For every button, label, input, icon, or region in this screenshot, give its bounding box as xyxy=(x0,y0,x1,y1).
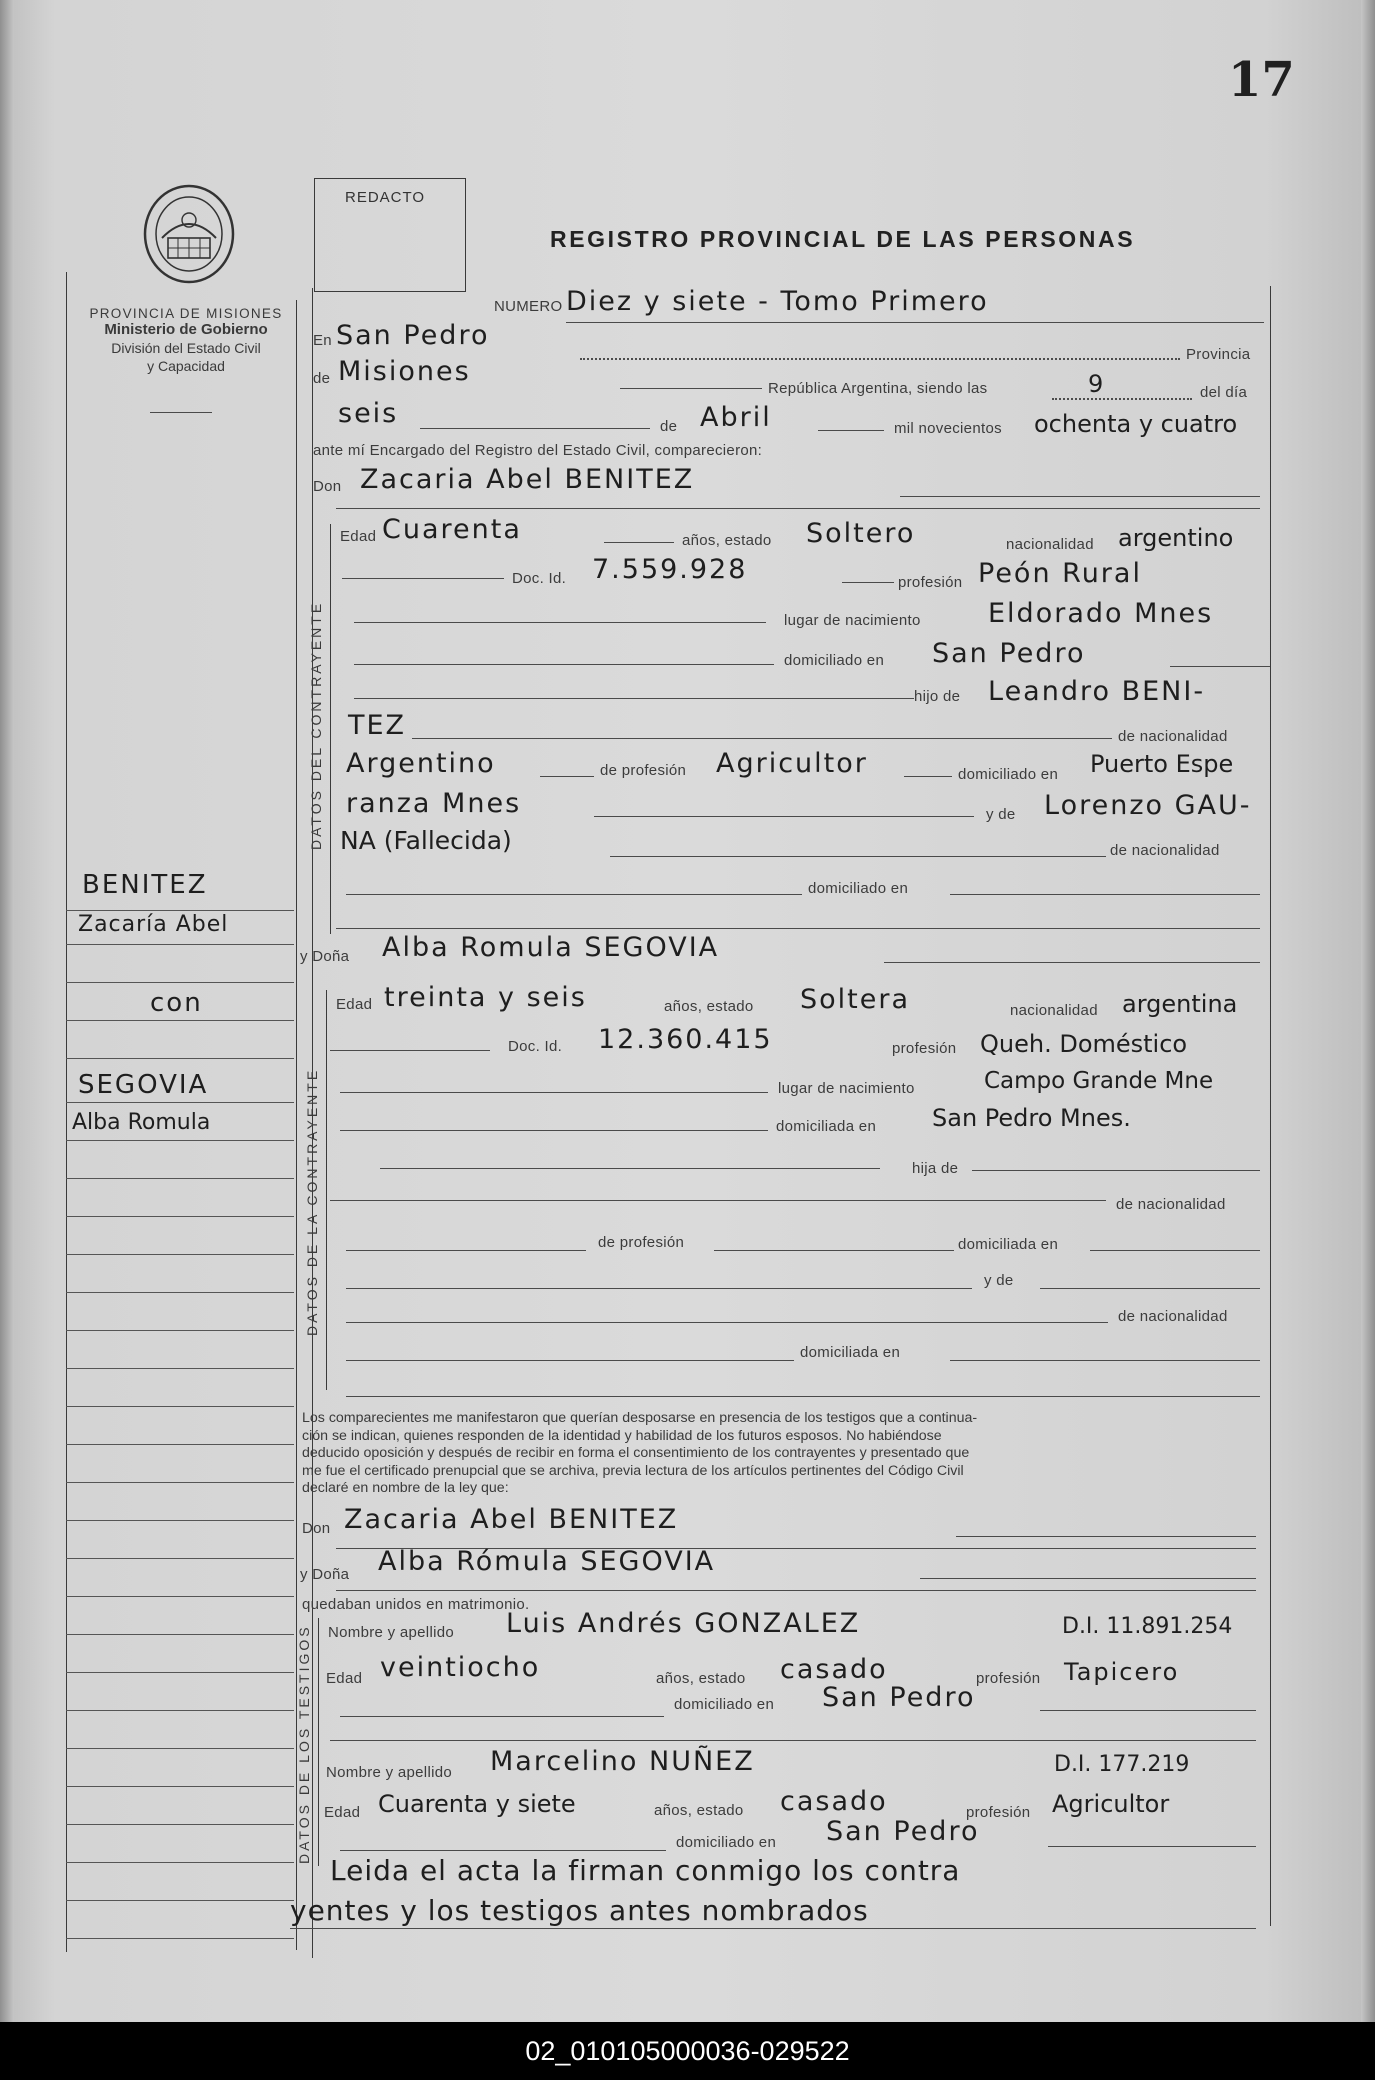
c2-yde-rule xyxy=(1040,1288,1260,1289)
t1-edad: veintiocho xyxy=(380,1652,541,1683)
c2-dom3-label: domiciliada en xyxy=(800,1344,901,1361)
margin-surname-bride: SEGOVIA xyxy=(78,1070,209,1100)
c1-padre-nac-rule xyxy=(540,776,594,777)
c2-y-de-label: y de xyxy=(984,1272,1014,1289)
c1-dom3-rule xyxy=(950,894,1260,895)
margin-surname-groom: BENITEZ xyxy=(82,870,208,900)
c1-padre-dom-b: ranza Mnes xyxy=(346,788,522,819)
c2-dom-value: San Pedro Mnes. xyxy=(932,1104,1131,1132)
t1-anios-label: años, estado xyxy=(656,1670,746,1687)
left-page-edge xyxy=(0,0,14,2022)
c2-de-nac-label: de nacionalidad xyxy=(1116,1196,1226,1213)
c1-nac-label: nacionalidad xyxy=(1006,536,1094,553)
c1-padre-dom-a: Puerto Espe xyxy=(1090,750,1234,778)
de-value: Misiones xyxy=(338,356,471,387)
c2-dom3-pre-rule xyxy=(346,1360,794,1361)
t1-end-rule xyxy=(330,1740,1256,1741)
decl-dona-name: Alba Rómula SEGOVIA xyxy=(378,1546,716,1577)
margin-con: con xyxy=(150,988,203,1018)
c1-nac-value: argentino xyxy=(1118,524,1234,552)
t2-domicilio: San Pedro xyxy=(826,1816,980,1847)
t2-dom-rule xyxy=(1048,1846,1256,1847)
mes-value: Abril xyxy=(700,402,772,433)
c1-hijo-pre-rule xyxy=(354,698,914,699)
t2-nombre-label: Nombre y apellido xyxy=(326,1764,452,1781)
right-page-edge xyxy=(1361,0,1375,2022)
dia-rule xyxy=(420,428,650,429)
office-line-ministry: Ministerio de Gobierno xyxy=(104,321,268,338)
c2-yde-pre-rule xyxy=(346,1288,972,1289)
margin-name-groom: Zacaría Abel xyxy=(78,912,229,937)
c1-lugar-label: lugar de nacimiento xyxy=(784,612,921,629)
margin-name-bride: Alba Romula xyxy=(72,1110,211,1135)
t1-dom-pre-rule xyxy=(340,1716,664,1717)
republica-label: República Argentina, siendo las xyxy=(768,380,988,397)
c2-lugar-label: lugar de nacimiento xyxy=(778,1080,915,1097)
t1-profesion: Tapicero xyxy=(1064,1658,1180,1686)
office-line-capacity: y Capacidad xyxy=(147,358,225,374)
c2-nac-label: nacionalidad xyxy=(1010,1002,1098,1019)
c1-madre-rule xyxy=(610,856,1106,857)
c2-lugar-pre-rule xyxy=(340,1092,768,1093)
decl-don-name: Zacaria Abel BENITEZ xyxy=(344,1504,679,1535)
c1-edad-label: Edad xyxy=(340,528,377,545)
c2-hija-pre-rule xyxy=(380,1168,880,1169)
c2-dom3-rule xyxy=(950,1360,1260,1361)
t2-edad-label: Edad xyxy=(324,1804,361,1821)
c1-padre-prof-rule xyxy=(904,776,952,777)
t-bracket xyxy=(318,1618,319,1866)
t1-nombre: Luis Andrés GONZALEZ xyxy=(506,1608,861,1639)
office-line-province: PROVINCIA DE MISIONES xyxy=(89,306,283,321)
c2-estado-value: Soltera xyxy=(800,984,911,1015)
t2-dom-label: domiciliado en xyxy=(676,1834,777,1851)
c1-prof-label: profesión xyxy=(898,574,963,591)
c1-padre-prof: Agricultor xyxy=(716,748,868,779)
c2-anios-label: años, estado xyxy=(664,998,754,1015)
t1-nombre-label: Nombre y apellido xyxy=(328,1624,454,1641)
quedaban-text: quedaban unidos en matrimonio. xyxy=(302,1596,530,1613)
c1-dom-rule xyxy=(1170,666,1270,667)
c1-madre-b: NA (Fallecida) xyxy=(340,826,512,855)
c1-madre-a: Lorenzo GAU- xyxy=(1044,790,1252,821)
c2-edad-value: treinta y seis xyxy=(384,982,587,1013)
c2-prof-value: Queh. Doméstico xyxy=(980,1030,1188,1058)
side-label-contrayente-2: DATOS DE LA CONTRAYENTE xyxy=(304,1067,320,1336)
c1-padre-rule xyxy=(412,738,1112,739)
c2-lugar-value: Campo Grande Mne xyxy=(984,1068,1214,1094)
closing-line-2: yentes y los testigos antes nombrados xyxy=(290,1894,869,1927)
t1-dom-rule xyxy=(1040,1710,1256,1711)
page-number: 17 xyxy=(1228,52,1295,108)
de2-label: de xyxy=(660,418,678,435)
decl-dona-rule xyxy=(920,1578,1256,1579)
numero-label: NUMERO xyxy=(494,298,563,315)
t1-domicilio: San Pedro xyxy=(822,1682,976,1713)
don-label: Don xyxy=(313,478,342,495)
declaration-line-1: Los comparecientes me manifestaron que querían desposarse en presencia de los testigos que a continua- xyxy=(302,1410,978,1426)
t1-edad-label: Edad xyxy=(326,1670,363,1687)
c2-dom-pre-rule xyxy=(340,1130,768,1131)
c1-doc-rule xyxy=(842,582,894,583)
t2-anios-label: años, estado xyxy=(654,1802,744,1819)
side-label-testigos: DATOS DE LOS TESTIGOS xyxy=(296,1624,312,1864)
c2-dom-label: domiciliada en xyxy=(776,1118,877,1135)
en-value: San Pedro xyxy=(336,320,490,351)
c1-edad-rule xyxy=(604,542,674,543)
hora-rule xyxy=(1052,398,1192,400)
side-label-contrayente: DATOS DEL CONTRAYENTE xyxy=(308,600,324,850)
t2-edad: Cuarenta y siete xyxy=(378,1790,576,1818)
c2-end-rule xyxy=(346,1396,1260,1397)
c1-doc-value: 7.559.928 xyxy=(592,554,748,585)
c1-de-nac-label: de nacionalidad xyxy=(1118,728,1228,745)
c1-de-prof-label: de profesión xyxy=(600,762,687,779)
c2-prof-label: profesión xyxy=(892,1040,957,1057)
c1-dom2-label: domiciliado en xyxy=(958,766,1059,783)
anio-value: ochenta y cuatro xyxy=(1034,410,1238,438)
office-line-division: División del Estado Civil xyxy=(111,340,261,356)
decl-don-label: Don xyxy=(302,1520,331,1537)
t2-profesion: Agricultor xyxy=(1052,1790,1170,1818)
t2-dom-pre-rule xyxy=(340,1850,666,1851)
t1-di: D.I. 11.891.254 xyxy=(1062,1614,1233,1639)
t2-prof-label: profesión xyxy=(966,1804,1031,1821)
office-underline xyxy=(150,412,212,413)
image-id-footer: 02_010105000036-029522 xyxy=(0,2022,1375,2080)
c2-bracket xyxy=(326,990,327,1390)
c1-padre-a: Leandro BENI- xyxy=(988,676,1206,707)
t1-prof-label: profesión xyxy=(976,1670,1041,1687)
redacto-label: REDACTO xyxy=(345,189,426,206)
c1-padre-dom-rule xyxy=(594,816,974,817)
c1-estado-value: Soltero xyxy=(806,518,916,549)
c1-dom-value: San Pedro xyxy=(932,638,1086,669)
en-rule xyxy=(580,358,1180,360)
c1-y-de-label: y de xyxy=(986,806,1016,823)
margin-left-rule xyxy=(66,272,67,1952)
groom-name: Zacaria Abel BENITEZ xyxy=(360,464,695,495)
c2-doc-value: 12.360.415 xyxy=(598,1024,773,1055)
t2-di: D.I. 177.219 xyxy=(1054,1752,1190,1777)
numero-value: Diez y siete - Tomo Primero xyxy=(566,286,989,317)
de-label: de xyxy=(313,370,331,387)
c1-bracket xyxy=(330,524,331,934)
t2-nombre: Marcelino NUÑEZ xyxy=(490,1746,755,1777)
c2-nac2-rule xyxy=(346,1322,1108,1323)
decl-dona-label: y Doña xyxy=(300,1566,350,1583)
c1-de-nac2-label: de nacionalidad xyxy=(1110,842,1220,859)
c2-de-nac2-label: de nacionalidad xyxy=(1118,1308,1228,1325)
groom-rule-2 xyxy=(336,508,1260,509)
redacto-box xyxy=(314,178,466,292)
c1-prof-value: Peón Rural xyxy=(978,558,1142,589)
numero-rule xyxy=(566,322,1264,323)
c2-de-prof-label: de profesión xyxy=(598,1234,685,1251)
provincia-label: Provincia xyxy=(1186,346,1251,363)
c2-nac-rule xyxy=(330,1200,1106,1201)
registry-title: REGISTRO PROVINCIAL DE LAS PERSONAS xyxy=(550,226,1136,252)
c1-dom3-pre-rule xyxy=(346,894,802,895)
closing-line-1: Leida el acta la firman conmigo los contra xyxy=(330,1854,961,1887)
c2-dom2-rule xyxy=(1090,1250,1260,1251)
decl-dona-rule-2 xyxy=(336,1590,1256,1591)
c1-dom-label: domiciliado en xyxy=(784,652,885,669)
c1-end-rule xyxy=(336,928,1260,929)
c1-doc-pre-rule xyxy=(342,578,504,579)
c2-hija-rule xyxy=(972,1170,1260,1171)
c1-hijo-label: hijo de xyxy=(914,688,961,705)
dia-value: seis xyxy=(338,398,399,429)
office-block xyxy=(70,306,302,374)
c2-doc-label: Doc. Id. xyxy=(508,1038,563,1055)
t1-dom-label: domiciliado en xyxy=(674,1696,775,1713)
c2-edad-label: Edad xyxy=(336,996,373,1013)
declaration-line-4: me fue el certificado prenupcial que se archiva, previa lectura de los artículos pertinentes del Código Civil xyxy=(302,1462,964,1479)
form-right-rule xyxy=(1270,286,1271,1926)
c1-lugar-pre-rule xyxy=(354,622,766,623)
c2-hija-label: hija de xyxy=(912,1160,959,1177)
closing-rule xyxy=(290,1928,1256,1929)
declaration-text xyxy=(302,1410,1262,1498)
c1-lugar-value: Eldorado Mnes xyxy=(988,598,1214,629)
c1-edad-value: Cuarenta xyxy=(382,514,522,545)
mes-rule xyxy=(818,430,884,431)
c2-nac-value: argentina xyxy=(1122,990,1238,1018)
c2-dom2-label: domiciliada en xyxy=(958,1236,1059,1253)
del-dia-label: del día xyxy=(1200,384,1248,401)
c1-padre-b: TEZ xyxy=(348,710,407,741)
declaration-line-3: deducido oposición y después de recibir en forma el consentimiento de los contrayentes y presentado que xyxy=(302,1445,970,1461)
t2-estado: casado xyxy=(780,1786,888,1817)
c1-anios-label: años, estado xyxy=(682,532,772,549)
ante-label: ante mí Encargado del Registro del Estado Civil, comparecieron: xyxy=(313,442,763,459)
c2-prof-pre-rule xyxy=(346,1250,586,1251)
groom-rule xyxy=(900,496,1260,497)
bride-rule xyxy=(884,962,1260,963)
decl-don-rule xyxy=(956,1536,1256,1537)
c2-prof-rule xyxy=(714,1250,954,1251)
dona-label: y Doña xyxy=(300,948,350,965)
t1-estado: casado xyxy=(780,1654,888,1685)
en-label: En xyxy=(313,332,332,349)
provincial-seal-icon xyxy=(138,180,240,288)
mil-label: mil novecientos xyxy=(894,420,1002,437)
c1-dom-pre-rule xyxy=(354,664,774,665)
hora-value: 9 xyxy=(1088,370,1106,398)
declaration-line-5: declaré en nombre de la ley que: xyxy=(302,1480,509,1496)
bride-name: Alba Romula SEGOVIA xyxy=(382,932,720,963)
c1-padre-nac: Argentino xyxy=(346,748,496,779)
c2-doc-pre-rule xyxy=(330,1050,490,1051)
declaration-line-2: ción se indican, quienes responden de la identidad y habilidad de los futuros esposos. No habiéndose xyxy=(302,1427,942,1444)
de-rule xyxy=(620,388,762,389)
c1-doc-label: Doc. Id. xyxy=(512,570,567,587)
c1-dom3-label: domiciliado en xyxy=(808,880,909,897)
